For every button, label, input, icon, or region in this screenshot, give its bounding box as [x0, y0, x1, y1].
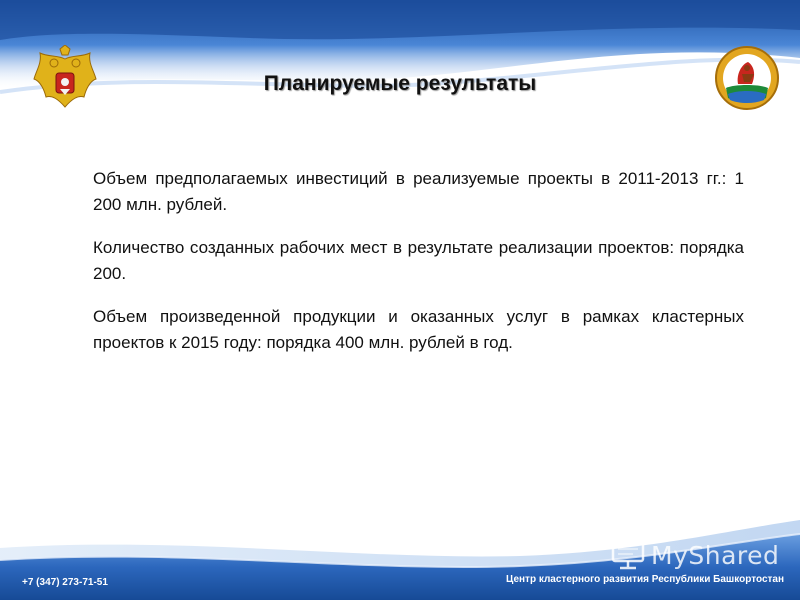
footer-phone: +7 (347) 273-71-51 [22, 577, 108, 588]
slide-title: Планируемые результаты [263, 72, 537, 95]
paragraph-production: Объем произведенной продукции и оказанных услуг в рамках кластерных проектов к 2015 году: порядка 400 млн. рублей в год. [93, 307, 744, 352]
footer-organization: Центр кластерного развития Республики Башкортостан [506, 574, 784, 585]
presentation-board-icon [611, 540, 645, 570]
slide-content [93, 166, 744, 373]
paragraph-investments: Объем предполагаемых инвестиций в реализуемые проекты в 2011-2013 гг.: 1 200 млн. рублей. [93, 169, 744, 214]
watermark-text: MyShared [651, 540, 780, 570]
paragraph-jobs: Количество созданных рабочих мест в результате реализации проектов: порядка 200. [93, 238, 744, 283]
watermark [611, 537, 781, 573]
